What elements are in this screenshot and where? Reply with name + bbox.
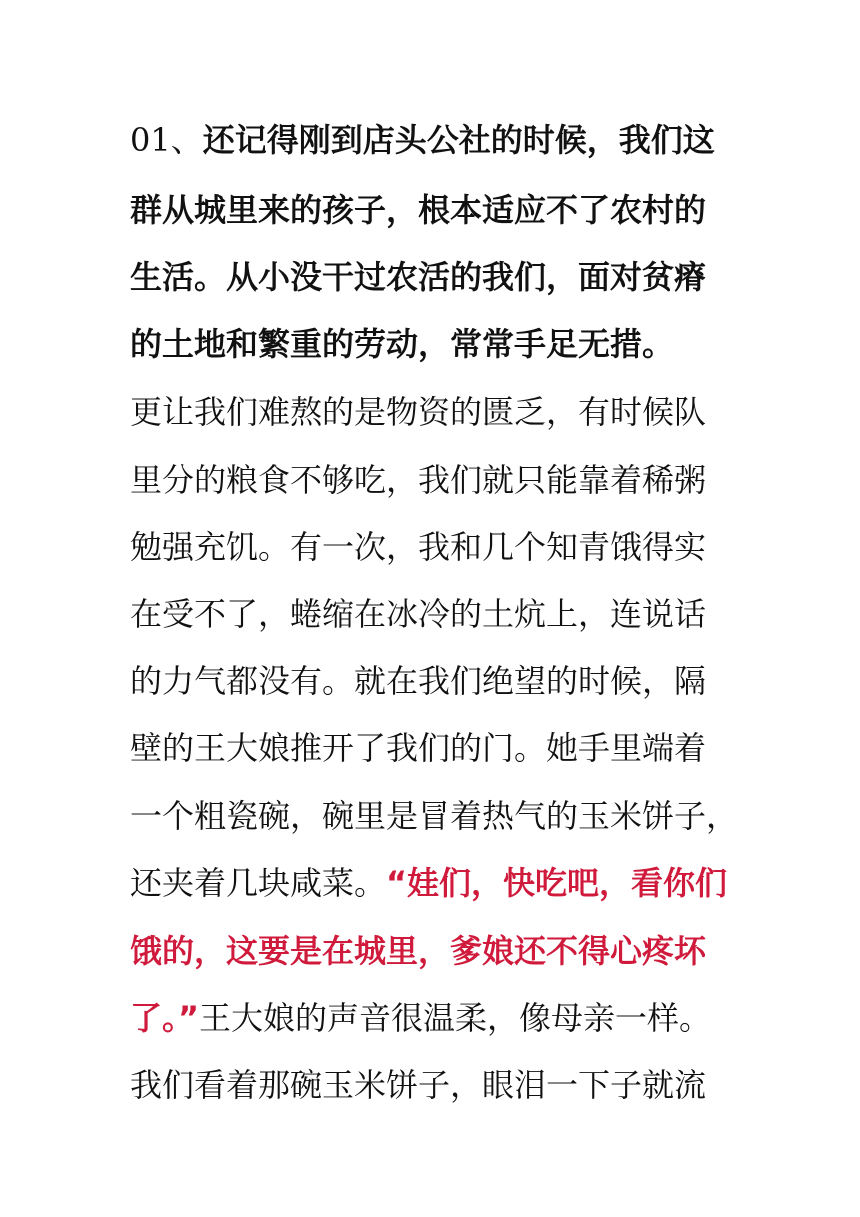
body-line-3: 勉强充饥。有一次，我和几个知青饿得实: [130, 528, 707, 566]
body-line-10-plain: 王大娘的声音很温柔，像母亲一样。: [199, 999, 712, 1037]
body-line-2: 里分的粮食不够吃，我们就只能靠着稀粥: [130, 461, 707, 499]
quote-text-2: 饿的，这要是在城里，爹娘还不得心疼坏: [130, 932, 707, 970]
heading-line-1: [130, 120, 740, 160]
quote-text-1: “娃们，快吃吧，看你们: [386, 864, 728, 902]
heading-line-3: 生活。从小没干过农活的我们，面对贫瘠: [130, 258, 707, 296]
body-line-7: 一个粗瓷碗，碗里是冒着热气的玉米饼子，: [130, 797, 739, 835]
heading-number: 01、: [130, 121, 203, 159]
body-line-4: 在受不了，蜷缩在冰冷的土炕上，连说话: [130, 595, 707, 633]
heading-line-2: 群从城里来的孩子，根本适应不了农村的: [130, 191, 707, 229]
quote-text-3: 了。”: [130, 999, 200, 1037]
body-line-8-plain: 还夹着几块咸菜。: [130, 864, 387, 902]
body-line-6: 壁的王大娘推开了我们的门。她手里端着: [130, 729, 707, 767]
body-line-11: 我们看着那碗玉米饼子，眼泪一下子就流: [130, 1066, 707, 1104]
body-line-1: 更让我们难熬的是物资的匮乏，有时候队: [130, 393, 707, 431]
heading-text-1: 还记得刚到店头公社的时候，我们这: [202, 121, 715, 159]
body-line-8: [130, 863, 740, 903]
body-line-5: 的力气都没有。就在我们绝望的时候，隔: [130, 662, 707, 700]
heading-line-4: 的土地和繁重的劳动，常常手足无措。: [130, 325, 675, 363]
body-line-10: [130, 998, 740, 1038]
